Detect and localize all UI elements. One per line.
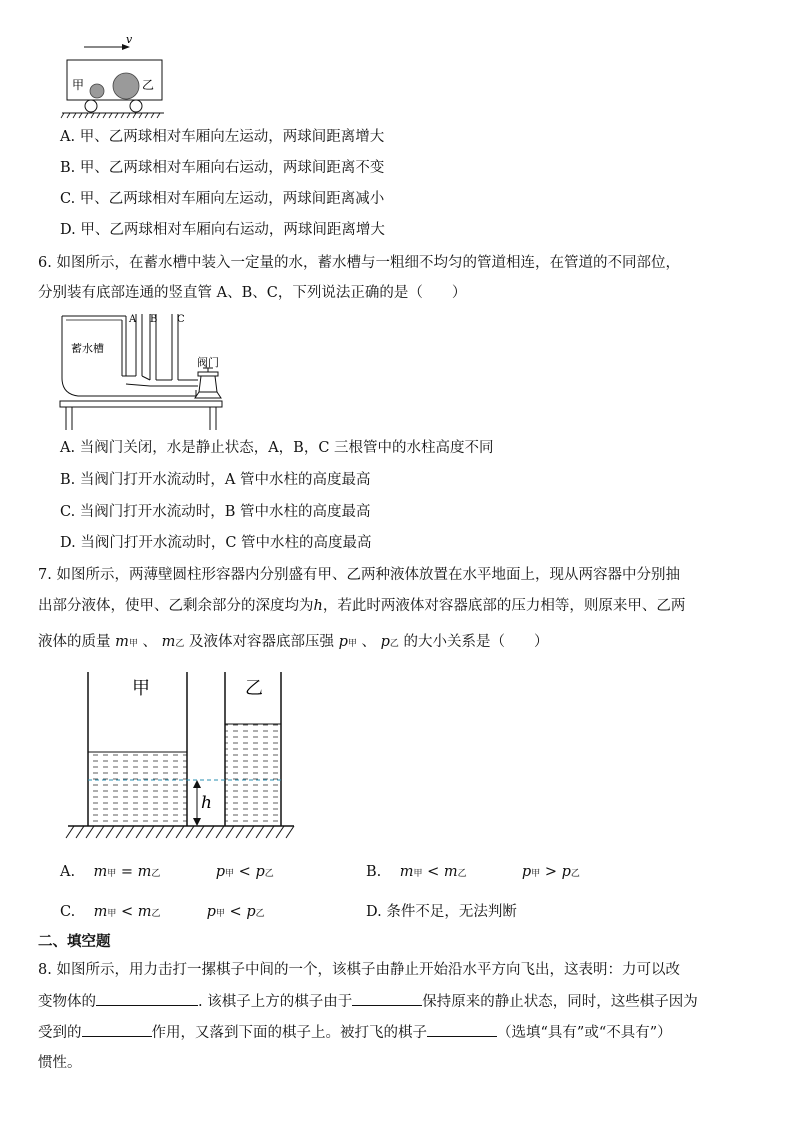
q8-blank-4[interactable] (427, 1022, 497, 1037)
q8-blank-1[interactable] (96, 991, 198, 1006)
q5-option-d: D. 甲、乙两球相对车厢向右运动，两球间距离增大 (60, 222, 385, 238)
velocity-label: v (126, 33, 133, 46)
q6-option-c: C. 当阀门打开水流动时，B 管中水柱的高度最高 (60, 504, 371, 520)
q6-stem-line1: 6. 如图所示，在蓄水槽中装入一定量的水，蓄水槽与一粗细不均匀的管道相连，在管道的不同部位， (38, 255, 680, 271)
tube-c-label: C (177, 314, 185, 325)
q8-blank-2[interactable] (352, 991, 422, 1006)
q7-option-a: A. m甲 = m乙 p甲 < p乙 (60, 864, 274, 880)
water-tank-figure (58, 308, 228, 433)
q8-line1: 8. 如图所示，用力击打一摞棋子中间的一个，该棋子由静止开始沿水平方向飞出，这表明：力可以改 (38, 962, 680, 978)
q7-option-d: D. 条件不足，无法判断 (366, 904, 517, 920)
height-h-label: h (201, 793, 212, 813)
ball-left-label: 甲 (72, 78, 85, 92)
q6-option-b: B. 当阀门打开水流动时，A 管中水柱的高度最高 (60, 472, 371, 488)
q7-stem-line2: 出部分液体，使甲、乙剩余部分的深度均为h，若此时两液体对容器底部的压力相等，则原来甲、乙两 (38, 598, 686, 614)
tank-label: 蓄水槽 (71, 342, 104, 355)
valve-label: 阀门 (197, 356, 219, 369)
container-right-label: 乙 (245, 678, 263, 699)
q5-option-b: B. 甲、乙两球相对车厢向右运动，两球间距离不变 (60, 160, 385, 176)
q5-option-a: A. 甲、乙两球相对车厢向左运动，两球间距离增大 (60, 129, 385, 145)
section-heading: 二、填空题 (38, 934, 111, 950)
tube-a-label: A (129, 314, 137, 325)
tube-b-label: B (150, 314, 158, 325)
q6-option-a: A. 当阀门关闭，水是静止状态，A，B，C 三根管中的水柱高度不同 (60, 440, 494, 456)
q7-stem-line1: 7. 如图所示，两薄壁圆柱形容器内分别盛有甲、乙两种液体放置在水平地面上，现从两容器中分别抽 (38, 567, 680, 583)
q8-line3: 受到的 作用，又落到下面的棋子上。被打飞的棋子 （选填“具有”或“不具有”） (38, 1022, 672, 1043)
q7-option-b: B. m甲 < m乙 p甲 > p乙 (366, 864, 580, 880)
q5-option-c: C. 甲、乙两球相对车厢向左运动，两球间距离减小 (60, 191, 385, 207)
two-containers-figure (62, 668, 302, 843)
container-left-label: 甲 (132, 678, 150, 699)
q8-blank-3[interactable] (82, 1022, 152, 1037)
q8-line2: 变物体的 . 该棋子上方的棋子由于 保持原来的静止状态，同时，这些棋子因为 (38, 991, 698, 1012)
cart-figure (60, 32, 170, 122)
q8-line4: 惯性。 (38, 1055, 82, 1071)
q6-stem-line2: 分别装有底部连通的竖直管 A、B、C，下列说法正确的是（ ） (38, 285, 467, 301)
q7-stem-line3: 液体的质量 m甲 、 m乙 及液体对容器底部压强 p甲 、 p乙 的大小关系是（ ） (38, 634, 549, 650)
ball-right-label: 乙 (142, 78, 155, 92)
q6-option-d: D. 当阀门打开水流动时，C 管中水柱的高度最高 (60, 535, 372, 551)
q7-option-c: C. m甲 < m乙 p甲 < p乙 (60, 904, 265, 920)
